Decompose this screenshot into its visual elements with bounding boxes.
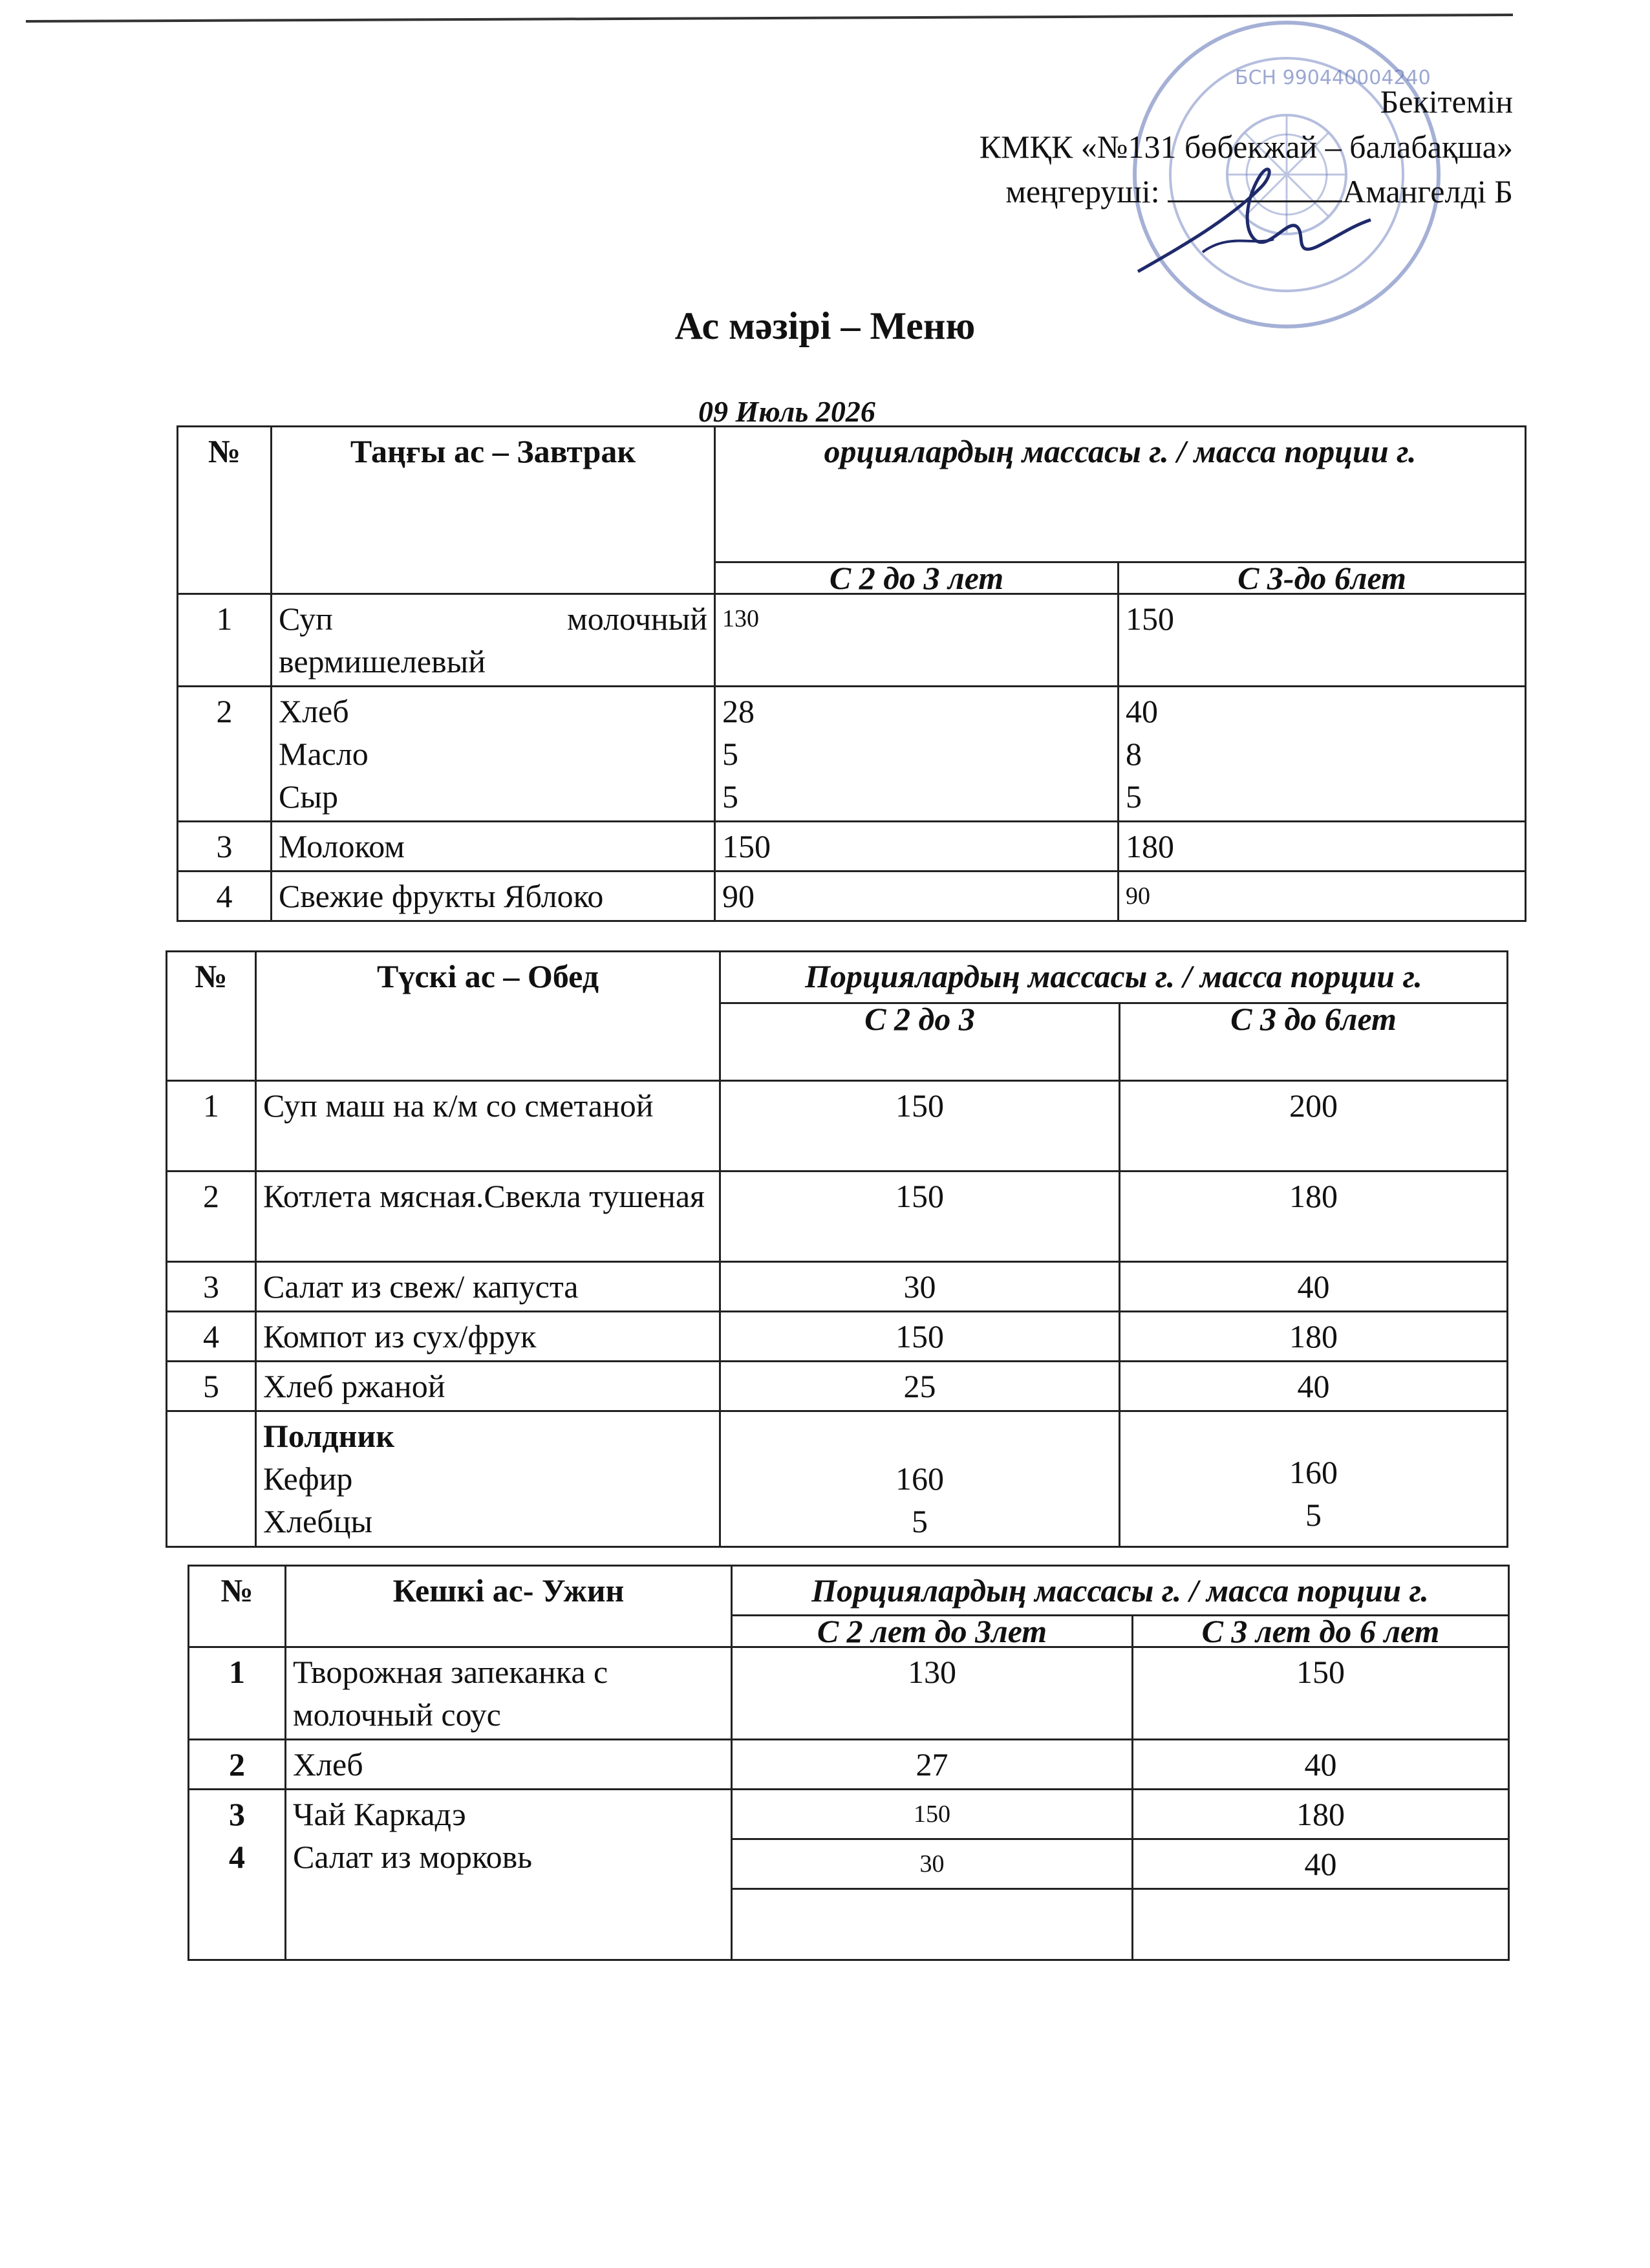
portion-value: 160 (895, 1460, 944, 1497)
snack-list (256, 1411, 720, 1547)
portion-age-3-6: 40 (1120, 1362, 1508, 1411)
dinner-col-age-3-6: С 3 лет до 6 лет (1133, 1616, 1509, 1647)
row-number: 3 (178, 822, 272, 872)
portion-value: 5 (1126, 778, 1142, 815)
portion-age-2-3: 27 (732, 1740, 1133, 1790)
handwritten-signature (1125, 149, 1384, 291)
lunch-col-age-2-3: С 2 до 3 (720, 1003, 1120, 1081)
dish-list (272, 687, 715, 822)
table-row (178, 594, 1526, 687)
portion-age-3-6: 90 (1119, 872, 1526, 921)
portion-age-2-3 (720, 1411, 1120, 1547)
portion-age-3-6: 180 (1120, 1312, 1508, 1362)
row-number: 2 (178, 687, 272, 822)
row-number: 2 (167, 1171, 256, 1262)
row-number: 2 (189, 1740, 286, 1790)
portion-age-3-6 (1119, 687, 1526, 822)
portion-age-2-3: 150 (720, 1171, 1120, 1262)
portion-value: 5 (722, 736, 738, 772)
table-row (167, 1262, 1508, 1312)
dish-name: Котлета мясная.Свекла тушеная (256, 1171, 720, 1262)
lunch-table (166, 950, 1508, 1548)
dinner-mass-header: Порциялардың массасы г. / масса порции г. (732, 1566, 1509, 1616)
dish-word: молочный (567, 601, 707, 637)
page-title: Ас мәзірі – Меню (674, 305, 976, 347)
portion-age-3-6: 180 (1133, 1790, 1509, 1839)
menu-date: 09 Июль 2026 (698, 395, 875, 428)
dish-name: Хлеб ржаной (256, 1362, 720, 1411)
director-name: Амангелді Б (1342, 173, 1513, 209)
portion-age-3-6: 150 (1133, 1647, 1509, 1740)
lunch-mass-header: Порциялардың массасы г. / масса порции г. (720, 952, 1508, 1003)
stamp-text: БСН 990440004240 (1235, 67, 1431, 89)
dish-name: Салат из морковь (293, 1839, 532, 1875)
empty-cell (732, 1889, 1133, 1960)
dish-name: Молоком (272, 822, 715, 872)
portion-age-2-3: 25 (720, 1362, 1120, 1411)
row-number: 4 (178, 872, 272, 921)
snack-title: Полдник (263, 1418, 395, 1454)
portion-age-3-6: 40 (1120, 1262, 1508, 1312)
portion-age-3-6: 40 (1133, 1740, 1509, 1790)
row-numbers (189, 1790, 286, 1960)
lunch-col-age-3-6: С 3 до 6лет (1120, 1003, 1508, 1081)
dish-name: Хлеб (279, 693, 349, 729)
table-row (189, 1740, 1509, 1790)
portion-age-2-3: 150 (715, 822, 1119, 872)
dish-word: вермишелевый (279, 643, 486, 679)
portion-age-2-3 (715, 687, 1119, 822)
table-row (167, 1171, 1508, 1262)
position-label: меңгеруші: (1005, 173, 1160, 209)
portion-age-2-3: 150 (720, 1081, 1120, 1171)
portion-age-3-6: 180 (1120, 1171, 1508, 1262)
table-row (189, 1790, 1509, 1839)
dish-name: Сыр (279, 778, 338, 815)
row-number: 3 (229, 1796, 245, 1832)
dish-name: Свежие фрукты Яблоко (272, 872, 715, 921)
row-number: 4 (167, 1312, 256, 1362)
empty-cell (1133, 1889, 1509, 1960)
portion-age-2-3: 150 (732, 1790, 1133, 1839)
dish-name: Творожная запеканка с молочный соус (286, 1647, 732, 1740)
portion-age-3-6: 180 (1119, 822, 1526, 872)
row-number-empty (167, 1411, 256, 1547)
portion-age-3-6: 200 (1120, 1081, 1508, 1171)
table-row-snack (167, 1411, 1508, 1547)
table-row (178, 822, 1526, 872)
breakfast-no-header: № (178, 427, 272, 594)
row-number: 1 (167, 1081, 256, 1171)
table-row (178, 687, 1526, 822)
portion-age-2-3: 30 (732, 1839, 1133, 1889)
approve-label: Бекітемін (1380, 83, 1513, 120)
table-row (167, 1362, 1508, 1411)
dish-word: Суп (279, 601, 333, 637)
table-row (167, 1312, 1508, 1362)
breakfast-col-age-2-3: С 2 до 3 лет (715, 562, 1119, 594)
breakfast-mass-header: орциялардың массасы г. / масса порции г. (715, 427, 1526, 562)
dish-name: Масло (279, 736, 369, 772)
dish-name: Суп маш на к/м со сметаной (256, 1081, 720, 1171)
row-number: 5 (167, 1362, 256, 1411)
lunch-meal-header: Түскі ас – Обед (256, 952, 720, 1081)
dinner-meal-header: Кешкі ас- Ужин (286, 1566, 732, 1647)
breakfast-table (177, 425, 1527, 922)
dish-list (286, 1790, 732, 1960)
portion-age-3-6: 40 (1133, 1839, 1509, 1889)
portion-value: 28 (722, 693, 755, 729)
dish-name (272, 594, 715, 687)
dish-name: Хлебцы (263, 1503, 373, 1539)
breakfast-col-age-3-6: С 3-до 6лет (1119, 562, 1526, 594)
dish-name: Салат из свеж/ капуста (256, 1262, 720, 1312)
portion-value: 5 (1305, 1497, 1322, 1533)
portion-age-2-3: 90 (715, 872, 1119, 921)
table-row (189, 1647, 1509, 1740)
breakfast-meal-header: Таңғы ас – Завтрак (272, 427, 715, 594)
dish-name: Компот из сух/фрук (256, 1312, 720, 1362)
dish-name: Хлеб (286, 1740, 732, 1790)
dinner-col-age-2-3: С 2 лет до 3лет (732, 1616, 1133, 1647)
portion-age-3-6: 150 (1119, 594, 1526, 687)
organization-name: КМҚК «№131 бөбекжай – балабақша» (979, 129, 1513, 165)
table-row (167, 1081, 1508, 1171)
dinner-no-header: № (189, 1566, 286, 1647)
portion-value: 40 (1126, 693, 1158, 729)
portion-age-2-3: 130 (732, 1647, 1133, 1740)
portion-value: 5 (912, 1503, 928, 1539)
portion-value: 8 (1126, 736, 1142, 772)
row-number: 1 (178, 594, 272, 687)
dish-name: Чай Каркадэ (293, 1796, 466, 1832)
table-row (178, 872, 1526, 921)
row-number: 1 (189, 1647, 286, 1740)
dinner-table (188, 1565, 1510, 1961)
portion-age-3-6 (1120, 1411, 1508, 1547)
dish-name: Кефир (263, 1460, 353, 1497)
portion-age-2-3: 150 (720, 1312, 1120, 1362)
row-number: 4 (229, 1839, 245, 1875)
portion-value: 5 (722, 778, 738, 815)
portion-age-2-3: 130 (715, 594, 1119, 687)
row-number: 3 (167, 1262, 256, 1312)
portion-value: 160 (1289, 1454, 1338, 1490)
lunch-no-header: № (167, 952, 256, 1081)
portion-age-2-3: 30 (720, 1262, 1120, 1312)
